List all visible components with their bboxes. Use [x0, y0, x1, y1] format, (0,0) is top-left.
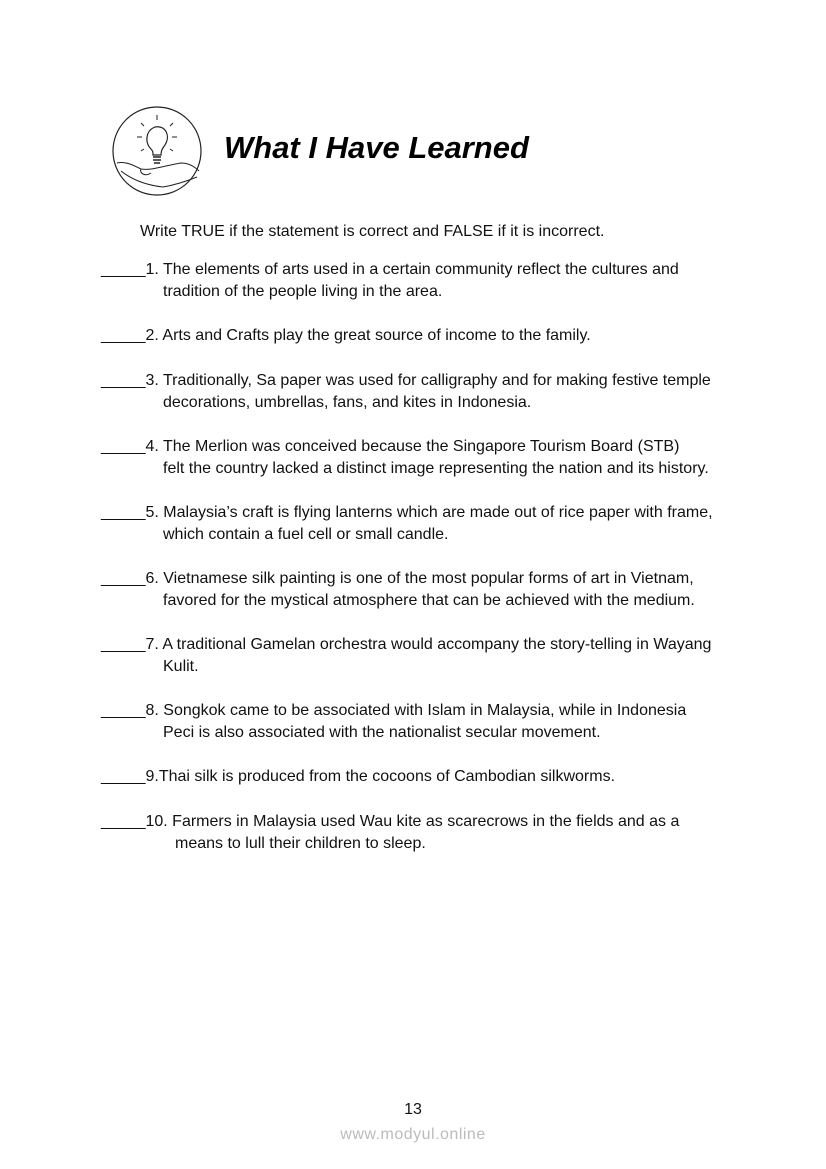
- question-text: _____3. Traditionally, Sa paper was used for calligraphy and for making festive temple: [101, 372, 711, 389]
- question-text-cont: which contain a fuel cell or small candle.: [163, 526, 449, 543]
- question-item: [101, 568, 741, 612]
- question-item: [101, 700, 741, 744]
- question-text-cont: Kulit.: [163, 658, 199, 675]
- question-text: _____6. Vietnamese silk painting is one of the most popular forms of art in Vietnam,: [101, 570, 694, 587]
- question-item: [101, 766, 741, 788]
- watermark: www.modyul.online: [340, 1126, 486, 1143]
- question-text: _____8. Songkok came to be associated with Islam in Malaysia, while in Indonesia: [101, 702, 687, 719]
- page-title: What I Have Learned: [224, 130, 529, 165]
- question-item: [101, 811, 741, 855]
- question-item: [101, 370, 741, 414]
- question-text: _____4. The Merlion was conceived because the Singapore Tourism Board (STB): [101, 438, 680, 455]
- question-text-cont: favored for the mystical atmosphere that can be achieved with the medium.: [163, 592, 695, 609]
- question-text: _____7. A traditional Gamelan orchestra would accompany the story-telling in Wayang: [101, 636, 712, 653]
- question-item: [101, 259, 741, 303]
- page-number: 13: [404, 1101, 422, 1118]
- question-text-cont: means to lull their children to sleep.: [175, 835, 426, 852]
- question-item: [101, 325, 741, 347]
- instructions: Write TRUE if the statement is correct and FALSE if it is incorrect.: [140, 223, 605, 240]
- question-text: _____1. The elements of arts used in a certain community reflect the cultures and: [101, 261, 679, 278]
- question-item: [101, 502, 741, 546]
- question-text-cont: decorations, umbrellas, fans, and kites in Indonesia.: [163, 394, 532, 411]
- question-text-cont: Peci is also associated with the nationalist secular movement.: [163, 724, 601, 741]
- lightbulb-in-hand-icon: [111, 105, 203, 197]
- question-text-cont: tradition of the people living in the area.: [163, 283, 443, 300]
- question-item: [101, 436, 741, 480]
- question-text: _____9.Thai silk is produced from the cocoons of Cambodian silkworms.: [101, 768, 616, 785]
- question-text: _____2. Arts and Crafts play the great source of income to the family.: [101, 327, 591, 344]
- question-text: _____10. Farmers in Malaysia used Wau kite as scarecrows in the fields and as a: [101, 813, 680, 830]
- question-text-cont: felt the country lacked a distinct image representing the nation and its history.: [163, 460, 709, 477]
- question-item: [101, 634, 741, 678]
- question-text: _____5. Malaysia’s craft is flying lanterns which are made out of rice paper with frame,: [101, 504, 713, 521]
